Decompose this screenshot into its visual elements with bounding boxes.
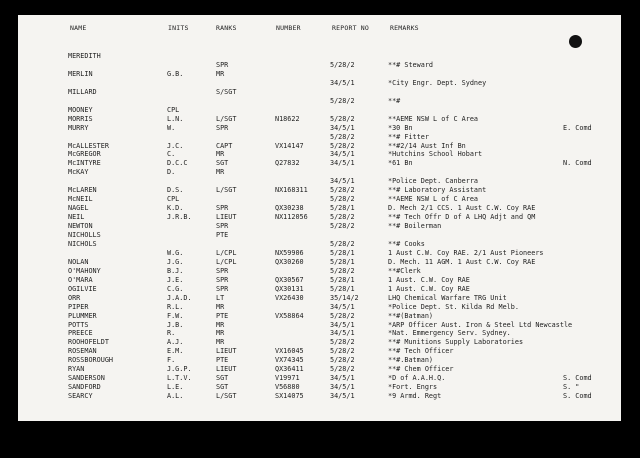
cell-remarks: *Police Dept. Canberra	[388, 177, 479, 186]
cell-remarks: *Fort. Engrs	[388, 383, 438, 392]
cell-remarks: *61 Bn	[388, 159, 413, 168]
cell-name: PIPER	[68, 302, 89, 311]
cell-remarks: **# Steward	[388, 60, 434, 69]
cell-inits: F.	[167, 356, 176, 365]
cell-inits: R.	[167, 329, 176, 338]
cell-rank: MR	[216, 302, 225, 311]
cell-rank: MR	[216, 150, 225, 159]
cell-remarks: *City Engr. Dept. Sydney	[388, 78, 487, 87]
cell-number: V19971	[275, 374, 300, 383]
table-row	[0, 133, 640, 142]
cell-inits: G.B.	[167, 69, 184, 78]
cell-rank: SPR	[216, 266, 229, 275]
table-row	[0, 124, 640, 133]
table-row	[0, 374, 640, 383]
table-row	[0, 383, 640, 392]
cell-rank: SPR	[216, 60, 229, 69]
cell-name: PREECE	[68, 329, 93, 338]
cell-name: POTTS	[68, 320, 89, 329]
cell-name: MORRIS	[68, 114, 93, 123]
cell-number: NX168311	[275, 186, 308, 195]
cell-remarks: D. Mech. 11 AGM. 1 Aust C.W. Coy RAE	[388, 257, 536, 266]
table-row	[0, 168, 640, 177]
cell-inits: A.J.	[167, 338, 184, 347]
cell-report-no: 5/28/1	[330, 257, 355, 266]
cell-rank: LIEUT	[216, 365, 237, 374]
cell-report-no: 5/28/2	[330, 96, 355, 105]
table-row	[0, 61, 640, 70]
cell-name: NICHOLLS	[68, 231, 101, 239]
cell-remarks: *30 Bn	[388, 123, 413, 132]
cell-remarks: D. Mech 2/1 CCS. 1 Aust C.W. Coy RAE	[388, 204, 536, 213]
cell-command-note: S. Comd	[563, 392, 592, 401]
cell-name: NICHOLS	[68, 239, 97, 248]
cell-inits: CPL	[167, 105, 180, 114]
cell-rank: SGT	[216, 383, 229, 392]
cell-rank: MR	[216, 168, 225, 177]
cell-name: NEWTON	[68, 222, 93, 231]
cell-number: NX112056	[275, 213, 308, 222]
cell-report-no: 5/28/1	[330, 275, 355, 284]
cell-report-no: 5/28/2	[330, 222, 355, 231]
cell-number: QX30567	[275, 275, 304, 284]
cell-number: V56880	[275, 383, 300, 392]
cell-inits: L.T.V.	[167, 374, 192, 383]
cell-inits: R.L.	[167, 302, 184, 311]
table-row	[0, 329, 640, 338]
cell-name: RYAN	[68, 365, 85, 374]
cell-report-no: 5/28/1	[330, 284, 355, 293]
cell-remarks: *9 Armd. Regt	[388, 392, 442, 401]
cell-report-no: 5/28/2	[330, 365, 355, 374]
cell-report-no: 5/28/2	[330, 347, 355, 356]
cell-report-no: 34/5/1	[330, 123, 355, 132]
cell-report-no: 5/28/2	[330, 132, 355, 141]
cell-report-no: 5/28/1	[330, 248, 355, 257]
cell-report-no: 34/5/1	[330, 150, 355, 159]
cell-remarks: **# Boilerman	[388, 222, 442, 231]
cell-remarks: 1 Aust. C.W. Coy RAE	[388, 275, 470, 284]
table-row	[0, 365, 640, 374]
cell-report-no: 34/5/1	[330, 329, 355, 338]
cell-report-no: 5/28/1	[330, 204, 355, 213]
cell-name: MEREDITH	[68, 52, 101, 60]
cell-remarks: **#.Batman)	[388, 356, 434, 365]
cell-report-no: 5/28/2	[330, 213, 355, 222]
cell-remarks: *Nat. Emmergency Serv. Sydney.	[388, 329, 511, 338]
cell-remarks: **AEME NSW L of C Area	[388, 195, 479, 204]
cell-remarks: 1 Aust. C.W. Coy RAE	[388, 284, 470, 293]
cell-rank: MR	[216, 69, 225, 78]
table-row	[0, 52, 640, 61]
cell-number: N18622	[275, 114, 300, 123]
table-row	[0, 159, 640, 168]
cell-inits: W.	[167, 123, 176, 132]
cell-rank: L/CPL	[216, 257, 237, 266]
cell-report-no: 5/28/2	[330, 356, 355, 365]
cell-name: McLAREN	[68, 186, 97, 195]
cell-name: McGREGOR	[68, 150, 101, 159]
cell-name: NOLAN	[68, 257, 89, 266]
cell-number: VX58864	[275, 311, 304, 320]
cell-name: SANDERSON	[68, 374, 105, 383]
cell-remarks: **# Fitter	[388, 132, 429, 141]
cell-report-no: 34/5/1	[330, 320, 355, 329]
cell-inits: D.	[167, 168, 176, 177]
cell-rank: SGT	[216, 159, 229, 168]
table-row	[0, 392, 640, 401]
cell-report-no: 34/5/1	[330, 383, 355, 392]
cell-report-no: 5/28/2	[330, 338, 355, 347]
footer-institution: AUSTRALIAN WAR MEMORIAL	[4, 460, 156, 472]
cell-number: VX26430	[275, 293, 304, 302]
cell-remarks: **# Tech Officer	[388, 347, 454, 356]
cell-name: NAGEL	[68, 204, 89, 213]
table-row	[0, 249, 640, 258]
table-row	[0, 150, 640, 159]
cell-name: ROSSBOROUGH	[68, 356, 114, 365]
table-row	[0, 338, 640, 347]
cell-inits: F.W.	[167, 311, 184, 320]
cell-inits: C.G.	[167, 284, 184, 293]
cell-name: OGILVIE	[68, 284, 97, 293]
cell-number: QX30238	[275, 204, 304, 213]
table-row	[0, 347, 640, 356]
punch-hole	[569, 35, 582, 48]
table-row	[0, 106, 640, 115]
cell-rank: SPR	[216, 284, 229, 293]
cell-name: ROSEMAN	[68, 347, 97, 356]
cell-rank: MR	[216, 329, 225, 338]
table-row	[0, 79, 640, 88]
cell-command-note: E. Comd	[563, 123, 592, 132]
table-row	[0, 356, 640, 365]
table-row	[0, 142, 640, 151]
cell-report-no: 34/5/1	[330, 159, 355, 168]
cell-rank: SPR	[216, 275, 229, 284]
cell-name: O'MARA	[68, 275, 93, 284]
table-row	[0, 177, 640, 186]
cell-rank: SPR	[216, 204, 229, 213]
cell-report-no: 5/28/2	[330, 186, 355, 195]
cell-remarks: **#	[388, 96, 401, 105]
cell-inits: J.B.	[167, 320, 184, 329]
table-row	[0, 294, 640, 303]
cell-inits: J.G.P.	[167, 365, 192, 374]
cell-number: QX30260	[275, 257, 304, 266]
table-row	[0, 186, 640, 195]
cell-inits: K.D.	[167, 204, 184, 213]
cell-name: ROOHOFELDT	[68, 338, 109, 347]
cell-report-no: 34/5/1	[330, 302, 355, 311]
cell-remarks: *Hutchins School Hobart	[388, 150, 483, 159]
cell-report-no: 5/28/2	[330, 60, 355, 69]
table-row	[0, 213, 640, 222]
cell-number: Q27832	[275, 159, 300, 168]
cell-remarks: *D of A.A.H.Q.	[388, 374, 446, 383]
cell-inits: J.A.D.	[167, 293, 192, 302]
column-header-remarks: REMARKS	[390, 24, 419, 32]
cell-name: MURRY	[68, 123, 89, 132]
cell-rank: SPR	[216, 222, 229, 231]
cell-remarks: **#Clerk	[388, 266, 421, 275]
cell-name: MERLIN	[68, 69, 93, 78]
cell-report-no: 34/5/1	[330, 177, 355, 186]
cell-remarks: **#(Batman)	[388, 311, 434, 320]
cell-rank: S/SGT	[216, 87, 237, 96]
cell-inits: L.N.	[167, 114, 184, 123]
cell-number: VX16045	[275, 347, 304, 356]
cell-inits: J.G.	[167, 257, 184, 266]
cell-report-no: 34/5/1	[330, 78, 355, 87]
cell-inits: W.G.	[167, 248, 184, 257]
cell-name: McALLESTER	[68, 141, 109, 150]
table-row	[0, 70, 640, 79]
table-row	[0, 276, 640, 285]
cell-name: SEARCY	[68, 392, 93, 401]
table-row	[0, 195, 640, 204]
column-header-inits: INITS	[168, 24, 189, 32]
cell-inits: B.J.	[167, 266, 184, 275]
cell-report-no: 5/28/2	[330, 195, 355, 204]
cell-report-no: 35/14/2	[330, 293, 359, 302]
cell-rank: MR	[216, 338, 225, 347]
table-row	[0, 222, 640, 231]
cell-remarks: *Police Dept. St. Kilda Rd Melb.	[388, 302, 519, 311]
cell-rank: MR	[216, 320, 225, 329]
cell-rank: LT	[216, 293, 225, 302]
cell-remarks: **# Tech Offr D of A LHQ Adjt and QM	[388, 213, 536, 222]
table-row	[0, 204, 640, 213]
cell-remarks: **#2/14 Aust Inf Bn	[388, 141, 466, 150]
cell-command-note: S. "	[563, 383, 580, 392]
cell-rank: CAPT	[216, 141, 233, 150]
cell-command-note: N. Comd	[563, 159, 592, 168]
cell-inits: A.L.	[167, 392, 184, 401]
cell-name: SANDFORD	[68, 383, 101, 392]
cell-remarks: **# Laboratory Assistant	[388, 186, 487, 195]
cell-rank: L/SGT	[216, 186, 237, 195]
table-row	[0, 312, 640, 321]
column-header-ranks: RANKS	[216, 24, 237, 32]
cell-report-no: 5/28/2	[330, 114, 355, 123]
cell-name: PLUMMER	[68, 311, 97, 320]
cell-report-no: 34/5/1	[330, 374, 355, 383]
cell-rank: PTE	[216, 231, 229, 239]
cell-rank: L/SGT	[216, 114, 237, 123]
cell-inits: C.	[167, 150, 176, 159]
cell-inits: E.M.	[167, 347, 184, 356]
cell-report-no: 5/28/2	[330, 266, 355, 275]
cell-name: McNEIL	[68, 195, 93, 204]
table-row	[0, 303, 640, 312]
cell-rank: LIEUT	[216, 347, 237, 356]
cell-rank: SPR	[216, 123, 229, 132]
cell-name: ORR	[68, 293, 81, 302]
table-row	[0, 321, 640, 330]
cell-number: QX30131	[275, 284, 304, 293]
table-row	[0, 240, 640, 249]
table-row	[0, 267, 640, 276]
cell-number: NX59906	[275, 248, 304, 257]
cell-number: SX14075	[275, 392, 304, 401]
cell-remarks: **# Chem Officer	[388, 365, 454, 374]
cell-report-no: 34/5/1	[330, 392, 355, 401]
cell-rank: L/SGT	[216, 392, 237, 401]
cell-name: MILLARD	[68, 87, 97, 96]
table-row	[0, 97, 640, 106]
cell-remarks: **# Munitions Supply Laboratories	[388, 338, 524, 347]
cell-rank: L/CPL	[216, 248, 237, 257]
cell-rank: PTE	[216, 356, 229, 365]
cell-name: O'MAHONY	[68, 266, 101, 275]
cell-remarks: 1 Aust C.W. Coy RAE. 2/1 Aust Pioneers	[388, 248, 544, 257]
cell-number: QX36411	[275, 365, 304, 374]
cell-remarks: **AEME NSW L of C Area	[388, 114, 479, 123]
column-header-name: NAME	[70, 24, 87, 32]
column-header-report-no: REPORT NO	[332, 24, 370, 32]
cell-remarks: *ARP Officer Aust. Iron & Steel Ltd Newcastle	[388, 320, 573, 329]
cell-inits: J.R.B.	[167, 213, 192, 222]
cell-report-no: 5/28/2	[330, 311, 355, 320]
cell-name: NEIL	[68, 213, 85, 222]
cell-number: VX14147	[275, 141, 304, 150]
cell-name: McKAY	[68, 168, 89, 177]
table-row	[0, 115, 640, 124]
cell-report-no: 5/28/2	[330, 141, 355, 150]
cell-remarks: **# Cooks	[388, 239, 425, 248]
table-row	[0, 88, 640, 97]
cell-inits: L.E.	[167, 383, 184, 392]
table-row	[0, 231, 640, 240]
cell-rank: LIEUT	[216, 213, 237, 222]
table-row	[0, 285, 640, 294]
cell-inits: D.C.C	[167, 159, 188, 168]
cell-name: MOONEY	[68, 105, 93, 114]
cell-inits: D.S.	[167, 186, 184, 195]
cell-report-no: 5/28/2	[330, 239, 355, 248]
cell-inits: J.E.	[167, 275, 184, 284]
cell-inits: CPL	[167, 195, 180, 204]
footer-accession-number: AWM2022.1552.1009	[533, 460, 635, 472]
table-row	[0, 258, 640, 267]
cell-name: McINTYRE	[68, 159, 101, 168]
cell-rank: PTE	[216, 311, 229, 320]
cell-rank: SGT	[216, 374, 229, 383]
cell-number: VX74345	[275, 356, 304, 365]
cell-remarks: LHQ Chemical Warfare TRG Unit	[388, 293, 507, 302]
column-header-number: NUMBER	[276, 24, 301, 32]
cell-inits: J.C.	[167, 141, 184, 150]
cell-command-note: S. Comd	[563, 374, 592, 383]
